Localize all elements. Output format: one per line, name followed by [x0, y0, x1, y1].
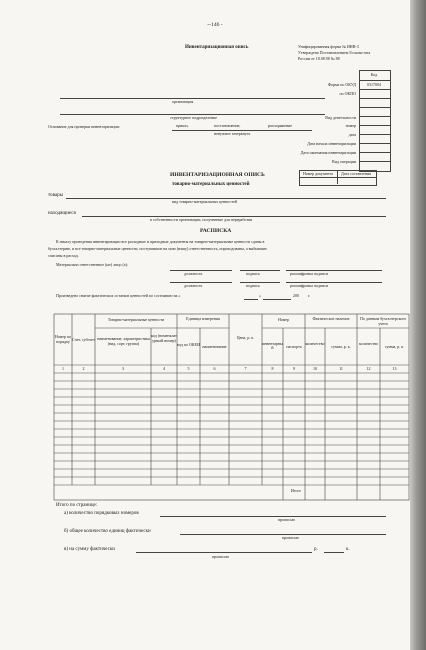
doc-short-title: Инвентаризационная опись: [185, 45, 249, 50]
col-code-header: код (номенклатурный номер): [151, 333, 177, 344]
index-cell: 7: [244, 366, 247, 371]
goods-caption: вид товарно-материальных ценностей: [172, 199, 237, 204]
col-passport-header: паспорта: [286, 344, 302, 349]
col-qty-books-header: количество: [358, 341, 379, 346]
col-okei-header: код по ОКЕИ: [177, 342, 200, 347]
division-caption: структурное подразделение: [170, 115, 218, 120]
basis-label: Основание для проверки инвентаризации:: [48, 124, 120, 129]
activity-label: Вид деятельности: [325, 115, 356, 120]
totals-rub: р.: [314, 547, 318, 552]
basis-option-directive: распоряжение: [268, 123, 293, 128]
doc-date-header: Дата составления: [341, 171, 371, 176]
operation-label: Вид операции: [332, 159, 356, 164]
index-cell: 12: [366, 366, 371, 371]
totals-item-a: а) количество порядковых номеров: [64, 511, 139, 516]
okud-value: 0317004: [367, 82, 381, 87]
index-cell: 2: [82, 366, 85, 371]
index-cell: 1: [62, 366, 64, 371]
basis-option-order: приказ,: [176, 123, 189, 128]
totals-caption-b: прописью: [282, 535, 300, 540]
receipt-title: РАСПИСКА: [200, 228, 232, 234]
basis-caption: ненужное зачеркнуть: [214, 131, 251, 136]
date-label: дата: [348, 132, 356, 137]
col-inventory-header: инвентарный: [262, 341, 283, 350]
receipt-text-1: К началу проведения инвентаризации все расходные и приходные документы на товарно-материальные ценности сданы в: [56, 239, 265, 244]
sig-caption-signature: подпись: [246, 271, 260, 276]
approval-line-2: Утверждена Постановлением Госкомстата: [298, 50, 371, 55]
okud-label: Форма по ОКУД: [327, 82, 356, 87]
start-date-label: Дата начала инвентаризации: [307, 141, 356, 146]
totals-kop: к.: [346, 547, 350, 552]
totals-title: Итого по странице:: [56, 503, 98, 508]
removal-end: г.: [308, 293, 311, 298]
page-number: --146 -: [207, 22, 223, 28]
total-label: Итого: [290, 488, 301, 493]
doc-number-header: Номер документа: [302, 171, 333, 176]
index-cell: 5: [187, 366, 190, 371]
receipt-text-2: бухгалтерию, и все товарно-материальные ценности, поступившие на мою (нашу) ответственность, оприходованы, а выбывшие: [48, 246, 267, 251]
basis-option-resolution: постановление,: [214, 123, 241, 128]
removal-text: Произведено снятие фактических остатков ценностей по состоянию на «: [56, 293, 181, 298]
col-num-header: Номер по порядку: [54, 334, 72, 344]
sig-caption-signature: подпись: [246, 283, 260, 288]
totals-item-b: б) общее количество единиц фактически: [64, 529, 151, 534]
location-caption: в собственности организации, полученные для переработки: [150, 217, 253, 222]
goods-label: товары: [48, 193, 63, 198]
end-date-label: Дата окончания инвентаризации: [300, 150, 356, 155]
org-caption: организация: [172, 99, 194, 104]
index-cell: 10: [313, 366, 317, 371]
totals-kop-line: [324, 552, 344, 553]
group-books-header: По данным бухгалтерского учета: [359, 316, 407, 327]
number-label: номер: [345, 123, 356, 128]
col-sum-books-header: сумма, р. к.: [384, 344, 405, 349]
totals-line-c: [136, 552, 312, 553]
kod-label: Код: [370, 72, 378, 77]
index-cell: 4: [163, 366, 165, 371]
sig-caption-decoding: расшифровка подписи: [290, 271, 329, 276]
col-unit-name-header: наименование: [202, 344, 227, 349]
index-cell: 6: [213, 366, 216, 371]
sig-caption-position: должность: [184, 283, 203, 288]
index-cell: 3: [122, 366, 124, 371]
totals-line-a: [160, 516, 386, 517]
index-cell: 8: [271, 366, 274, 371]
group-actual-header: Фактическое наличие: [312, 316, 350, 321]
receipt-text-3: списаны в расход.: [48, 253, 79, 258]
approval-line-3: России от 18.08.98 № 88: [298, 56, 340, 61]
okpo-label: по ОКПО: [339, 91, 356, 96]
responsible-label: Материально ответственное (ые) лицо (а):: [56, 262, 129, 267]
index-cell: 9: [293, 366, 295, 371]
group-goods-header: Товарно-материальные ценности: [107, 317, 165, 322]
group-unit-header: Единица измерения: [186, 316, 220, 321]
col-name-header: наименование, характеристика (вид, сорт, группа): [97, 336, 150, 347]
approval-line-1: Унифицированная форма № ИНВ-3: [298, 44, 359, 49]
col-account-header: Счет, субсчет: [72, 337, 95, 342]
removal-year: 200: [293, 293, 299, 298]
col-sum-actual-header: сумма, р. к.: [331, 344, 351, 349]
sig-caption-position: должность: [184, 271, 203, 276]
location-label: находящиеся: [48, 211, 76, 216]
totals-caption-a: прописью: [278, 517, 296, 522]
main-title: ИНВЕНТАРИЗАЦИОННАЯ ОПИСЬ: [170, 172, 265, 178]
sig-caption-decoding: расшифровка подписи: [290, 283, 329, 288]
removal-mid: »: [259, 293, 261, 298]
col-qty-actual-header: количество: [305, 341, 325, 346]
totals-item-c: в) на сумму фактически: [64, 547, 115, 552]
sub-title: товарно-материальных ценностей: [172, 182, 250, 187]
col-price-header: Цена, р. к.: [236, 335, 255, 340]
index-cell: 13: [392, 366, 397, 371]
book-spine-edge: [410, 0, 426, 650]
index-cell: 11: [339, 366, 343, 371]
group-number-header: Номер: [277, 317, 290, 322]
totals-caption-c: прописью: [212, 554, 230, 559]
